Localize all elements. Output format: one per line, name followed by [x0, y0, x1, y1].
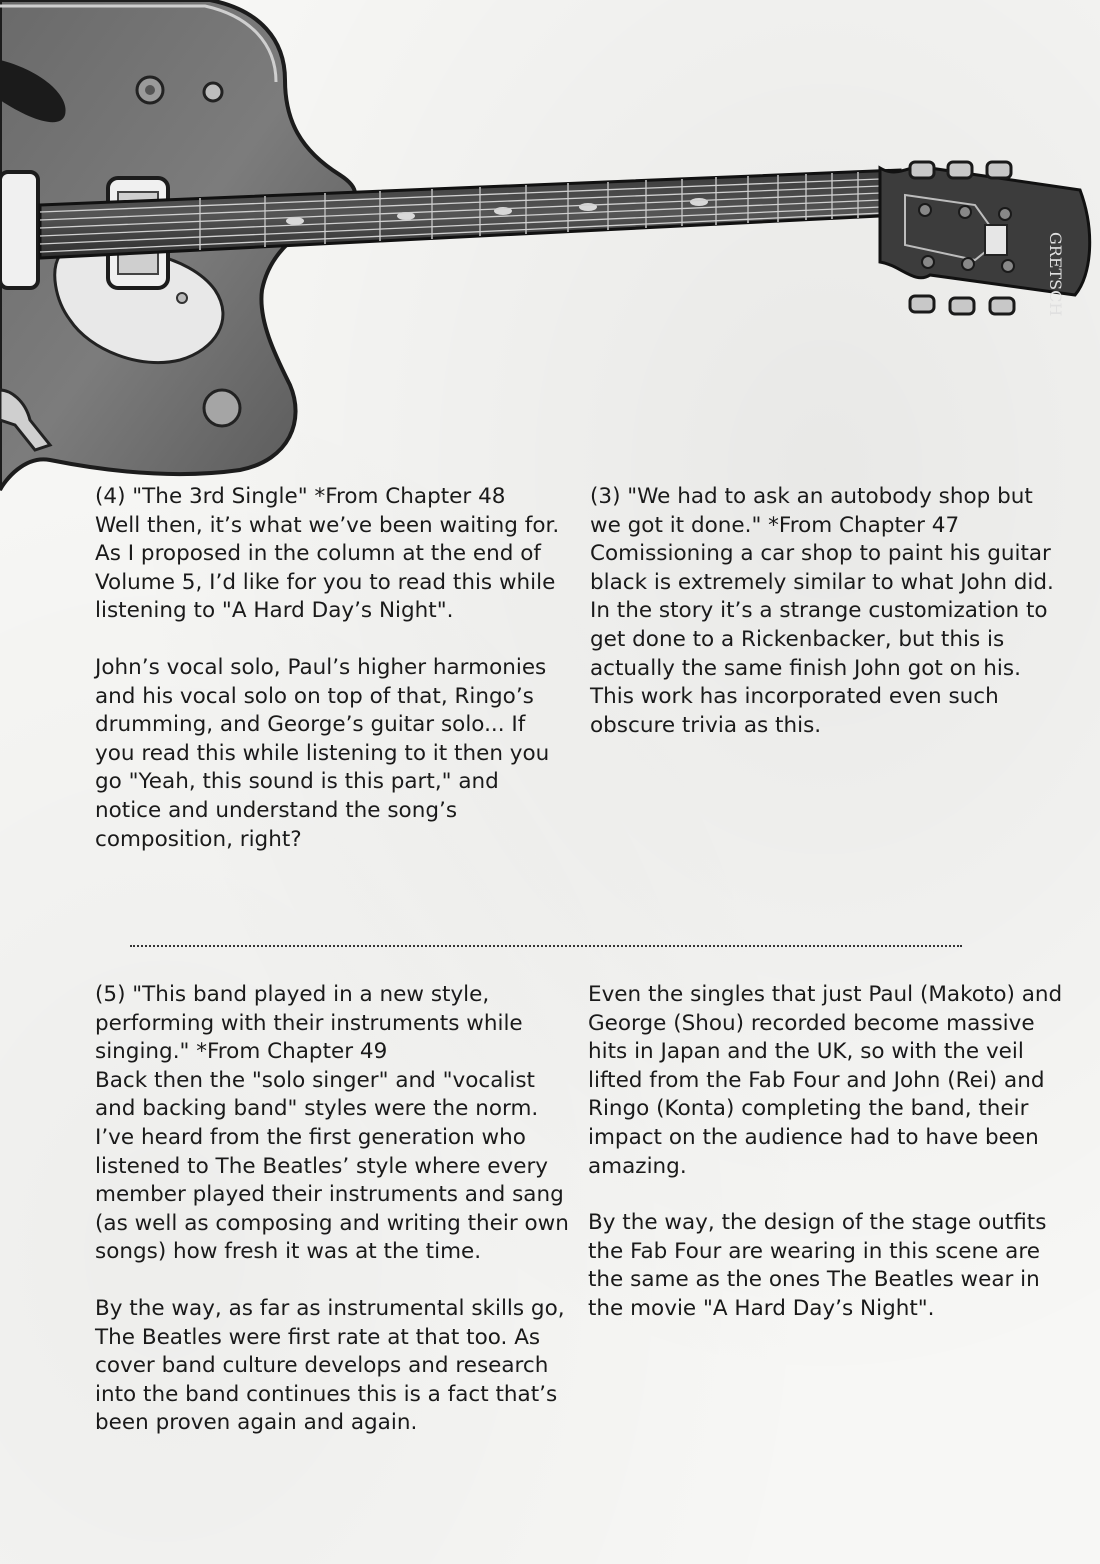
section-5-paragraph-2: By the way, as far as instrumental skills go, The Beatles were first rate at that too. As cover band culture develops and research into the band continues this is a fact that’s been proven again and again. — [95, 1295, 565, 1436]
section-5-heading: (5) "This band played in a new style, performing with their instruments while singing." *From Chapter 49 — [95, 982, 523, 1065]
section-4-heading: (4) "The 3rd Single" *From Chapter 48 — [95, 484, 506, 509]
dotted-divider — [130, 945, 962, 947]
section-4-paragraph-1: Well then, it’s what we’ve been waiting for. As I proposed in the column at the end of Volume 5, I’d like for you to read this while listening to "A Hard Day’s Night". — [95, 512, 560, 624]
section-5-column — [95, 981, 570, 1438]
section-5b-paragraph-1: Even the singles that just Paul (Makoto) and George (Shou) recorded become massive hits in Japan and the UK, so with the veil lifted from the Fab Four and John (Rei) and Ringo (Konta) completing the band, their impact on the audience had to have been amazing. — [588, 982, 1063, 1179]
section-4-paragraph-2: John’s vocal solo, Paul’s higher harmonies and his vocal solo on top of that, Ringo’s drumming, and George’s guitar solo... If you read this while listening to it then you go "Yeah, this sound is this part," and notice and understand the song’s composition, right? — [95, 654, 550, 852]
toggle-switch — [204, 83, 222, 101]
guitar-illustration — [0, 0, 1100, 500]
section-5-continued-column — [588, 981, 1063, 1324]
section-4-column — [95, 483, 570, 854]
section-3-column — [590, 483, 1065, 740]
bridge-pickup — [0, 172, 38, 288]
headstock-logo: GRETSCH — [1046, 232, 1065, 317]
section-5-paragraph-1: Back then the "solo singer" and "vocalist and backing band" styles were the norm. I’ve heard from the first generation who listened to The Beatles’ style where every member played their instruments and sang (as well as composing and writing their own songs) how fresh it was at the time. — [95, 1067, 569, 1265]
section-5b-paragraph-2: By the way, the design of the stage outfits the Fab Four are wearing in this scene are the same as the ones The Beatles wear in the movie "A Hard Day’s Night". — [588, 1210, 1047, 1321]
section-3-heading: (3) "We had to ask an autobody shop but we got it done." *From Chapter 47 — [590, 484, 1033, 538]
section-3-paragraph-1: Comissioning a car shop to paint his guitar black is extremely similar to what John did. In the story it’s a strange customization to get done to a Rickenbacker, but this is actually the same finish John got on his. This work has incorporated even such obscure trivia as this. — [590, 541, 1054, 738]
volume-knob — [204, 390, 240, 426]
